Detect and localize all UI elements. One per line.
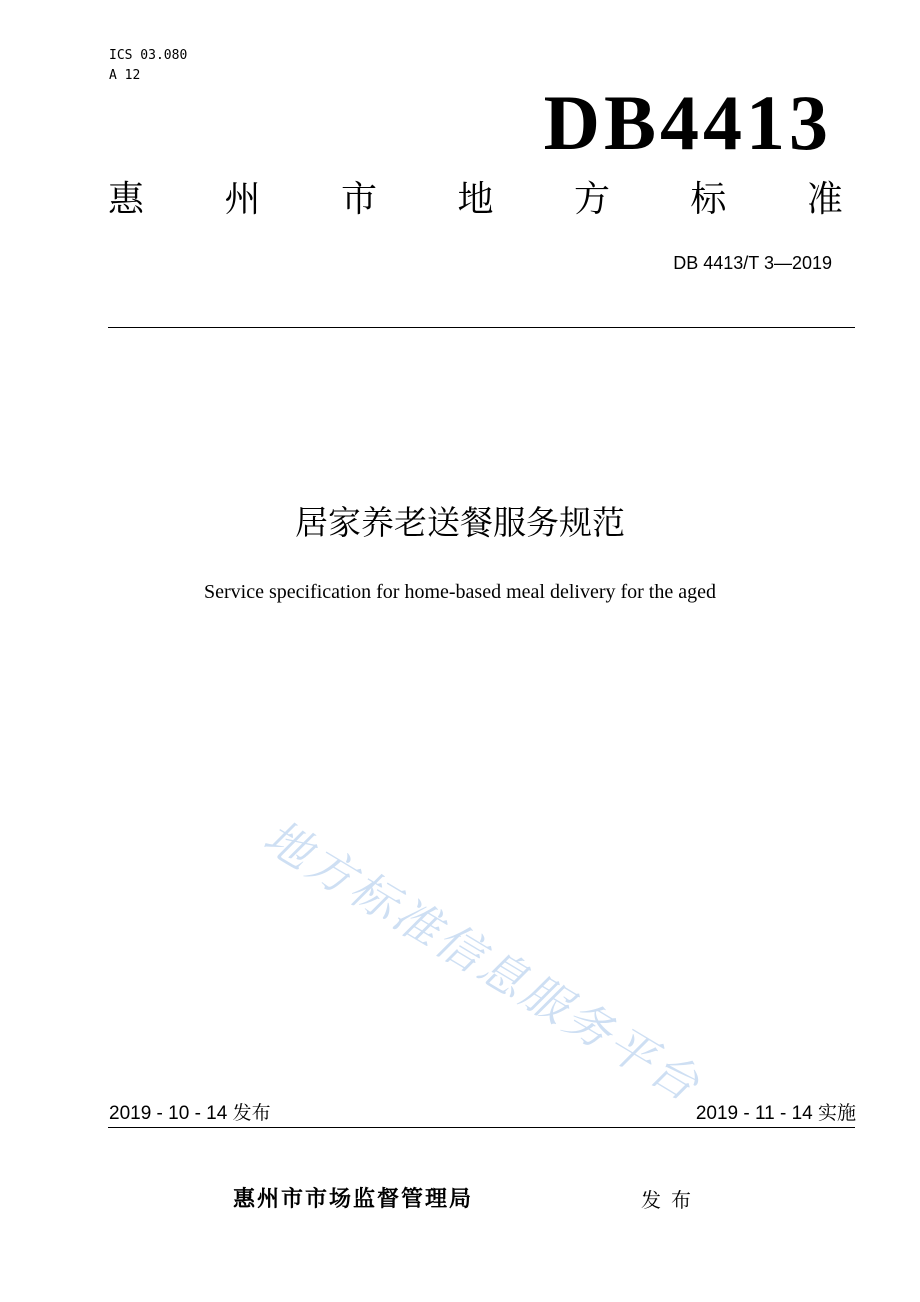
standard-type-char: 惠	[108, 179, 145, 220]
issue-label: 发布	[641, 1188, 701, 1212]
title-chinese: 居家养老送餐服务规范	[295, 503, 625, 542]
implementation-date: 2019 - 11 - 14 实施	[695, 1103, 856, 1124]
standard-type-char: 方	[573, 179, 610, 220]
standard-type-char: 准	[806, 179, 843, 220]
header-divider	[108, 327, 855, 328]
standard-type-char: 市	[340, 179, 377, 220]
ccs-code: A 12	[109, 68, 141, 83]
title-english: Service specification for home-based meal delivery for the aged	[203, 581, 716, 603]
footer-divider	[108, 1127, 855, 1128]
issuing-authority: 惠州市市场监督管理局	[233, 1187, 474, 1212]
standard-type-char: 州	[224, 179, 261, 220]
standard-type-char: 地	[457, 179, 494, 220]
watermark: 地方标准信息服务平台	[254, 809, 712, 1113]
ics-code: ICS 03.080	[109, 48, 188, 63]
standard-type-char: 标	[690, 179, 727, 220]
standard-code: DB4413	[543, 79, 832, 166]
classification-codes	[109, 46, 187, 86]
standard-type	[108, 176, 843, 224]
release-date: 2019 - 10 - 14 发布	[109, 1103, 271, 1124]
standard-number: DB 4413/T 3—2019	[673, 253, 832, 273]
